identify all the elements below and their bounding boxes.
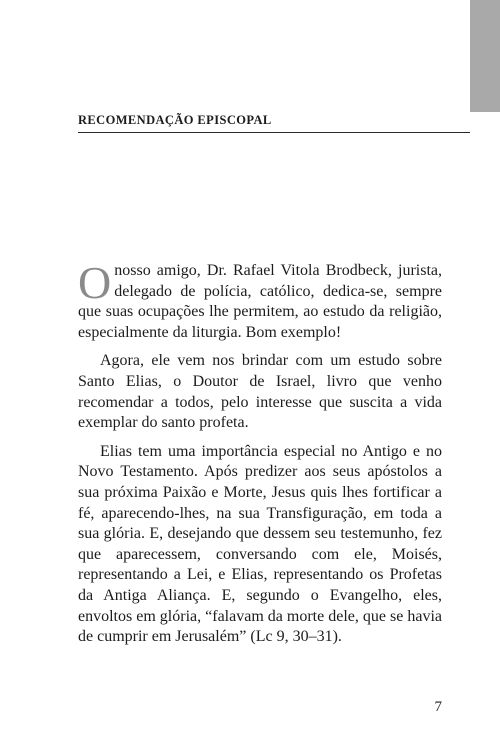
paragraph-1-text: nosso amigo, Dr. Rafael Vitola Brodbeck, jurista, delegado de polícia, católico, dedica-se, sempre que suas ocupações lhe permitem, ao estudo da religião, especialmente da liturgia. Bom exemplo! (78, 262, 442, 341)
running-header: RECOMENDAÇÃO EPISCOPAL (78, 113, 272, 127)
body-text (78, 257, 442, 656)
drop-cap: O (78, 257, 112, 308)
paragraph-2: Agora, ele vem nos brindar com um estudo sobre Santo Elias, o Doutor de Israel, livro que venho recomendar a todos, pelo interesse que suscita a vida exemplar do santo profeta. (78, 352, 442, 432)
page-edge-tab (470, 0, 500, 112)
paragraph-1 (78, 257, 442, 343)
header-rule (78, 132, 470, 133)
page-number: 7 (434, 699, 442, 715)
paragraph-3: Elias tem uma importância especial no Antigo e no Novo Testamento. Após predizer aos seus apóstolos a sua próxima Paixão e Morte, Jesus quis lhes fortificar a fé, aparecendo-lhes, na sua Transfiguração, em toda a sua glória. E, desejando que dessem seu testemunho, fez que aparecessem, conversando com ele, Moisés, representando a Lei, e Elias, representando os Profetas da Antiga Aliança. E, segundo o Evangelho, eles, envoltos em glória, “falavam da morte dele, que se havia de cumprir em Jerusalém” (Lc 9, 30–31). (78, 442, 442, 646)
